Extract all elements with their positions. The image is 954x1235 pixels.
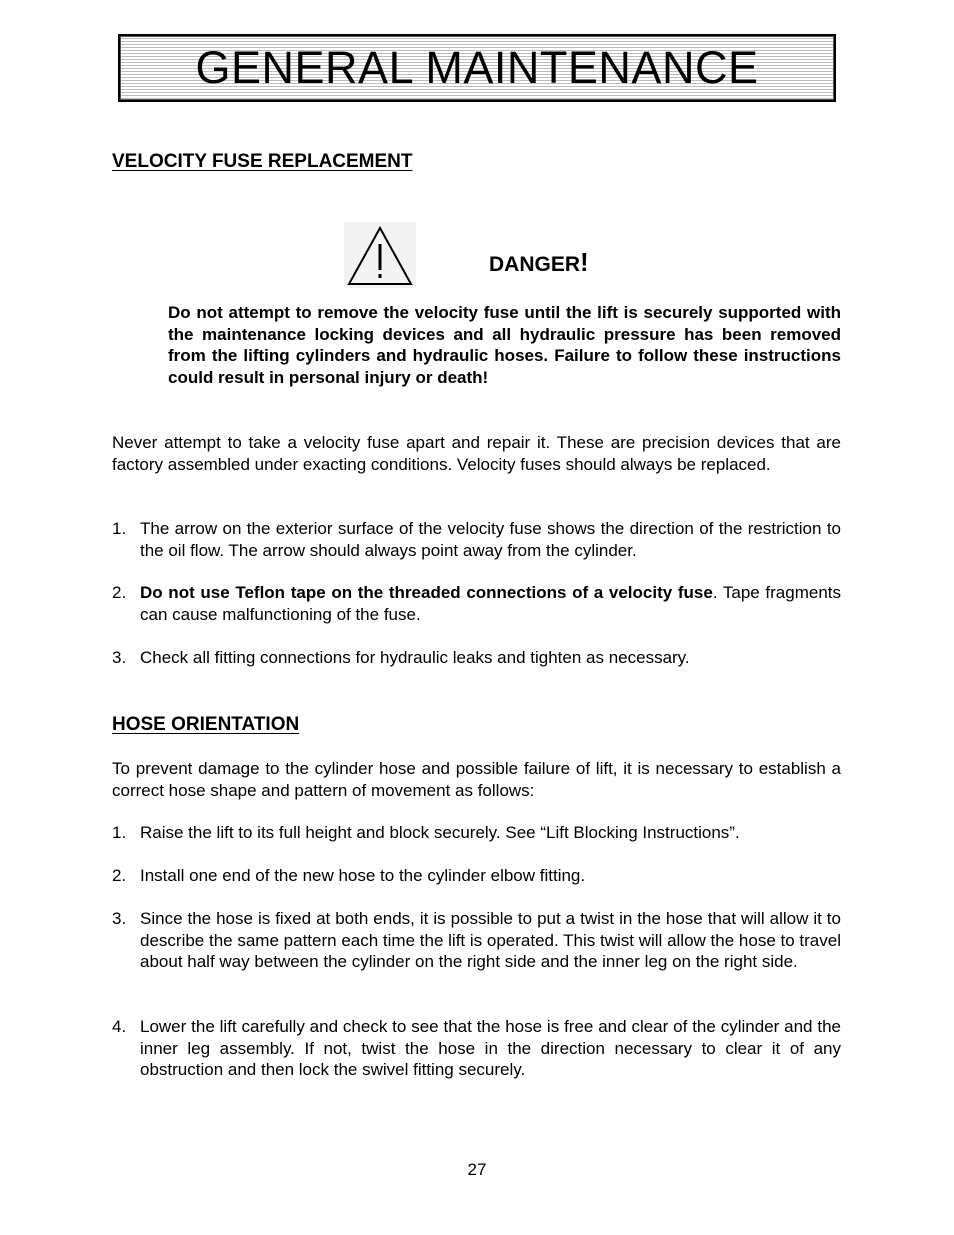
hose-orientation-heading: HOSE ORIENTATION <box>112 714 300 735</box>
page-title: GENERAL MAINTENANCE <box>195 42 759 93</box>
hose-step-1 <box>112 822 841 844</box>
step-text: The arrow on the exterior surface of the velocity fuse shows the direction of the restriction to the oil flow. The arrow should always point away from the cylinder. <box>140 519 841 560</box>
danger-warning-text: Do not attempt to remove the velocity fuse until the lift is securely supported with the maintenance locking devices and all hydraulic pressure has been removed from the lifting cylinders and hydraulic hoses. Failure to follow these instructions could result in personal injury or death! <box>168 303 841 387</box>
velocity-fuse-heading: VELOCITY FUSE REPLACEMENT <box>112 151 413 172</box>
step-number: 3. <box>112 909 127 928</box>
step-number: 2. <box>112 583 127 602</box>
hose-step-3 <box>112 908 841 973</box>
step-number: 1. <box>112 519 127 538</box>
step-number: 4. <box>112 1017 127 1036</box>
velocity-fuse-step-1 <box>112 518 841 561</box>
warning-triangle-icon <box>344 222 416 288</box>
step-rest-text: . Tape fragments can cause malfunctioning of the fuse. <box>140 583 841 624</box>
step-text: Lower the lift carefully and check to see that the hose is free and clear of the cylinder and the inner leg assembly. If not, twist the hose in the direction necessary to clear it of any obstruction and then lock the swivel fitting securely. <box>140 1017 841 1080</box>
velocity-fuse-step-2 <box>112 582 841 625</box>
step-text: Check all fitting connections for hydraulic leaks and tighten as necessary. <box>140 648 690 667</box>
step-number: 3. <box>112 648 127 667</box>
hose-step-4 <box>112 1016 841 1081</box>
step-text: Raise the lift to its full height and block securely. See “Lift Blocking Instructions”. <box>140 823 740 842</box>
step-number: 2. <box>112 866 127 885</box>
velocity-fuse-step-3 <box>112 647 841 669</box>
danger-label-text: DANGER <box>489 253 581 276</box>
velocity-fuse-intro: Never attempt to take a velocity fuse apart and repair it. These are precision devices that are factory assembled under exacting conditions. Velocity fuses should always be replaced. <box>112 433 841 474</box>
danger-exclamation: ! <box>580 247 589 277</box>
step-text <box>140 582 841 625</box>
page-number: 27 <box>467 1160 487 1179</box>
step-text: Since the hose is fixed at both ends, it is possible to put a twist in the hose that will allow it to describe the same pattern each time the lift is operated. This twist will allow the hose to travel about half way between the cylinder on the right side and the inner leg on the right side. <box>140 909 841 972</box>
danger-label <box>489 248 589 279</box>
hose-orientation-intro: To prevent damage to the cylinder hose and possible failure of lift, it is necessary to establish a correct hose shape and pattern of movement as follows: <box>112 759 841 800</box>
step-text: Install one end of the new hose to the cylinder elbow fitting. <box>140 866 586 885</box>
hose-step-2 <box>112 865 841 887</box>
step-bold-text: Do not use Teflon tape on the threaded connections of a velocity fuse <box>140 583 713 602</box>
page-title-banner <box>118 34 836 102</box>
step-number: 1. <box>112 823 127 842</box>
